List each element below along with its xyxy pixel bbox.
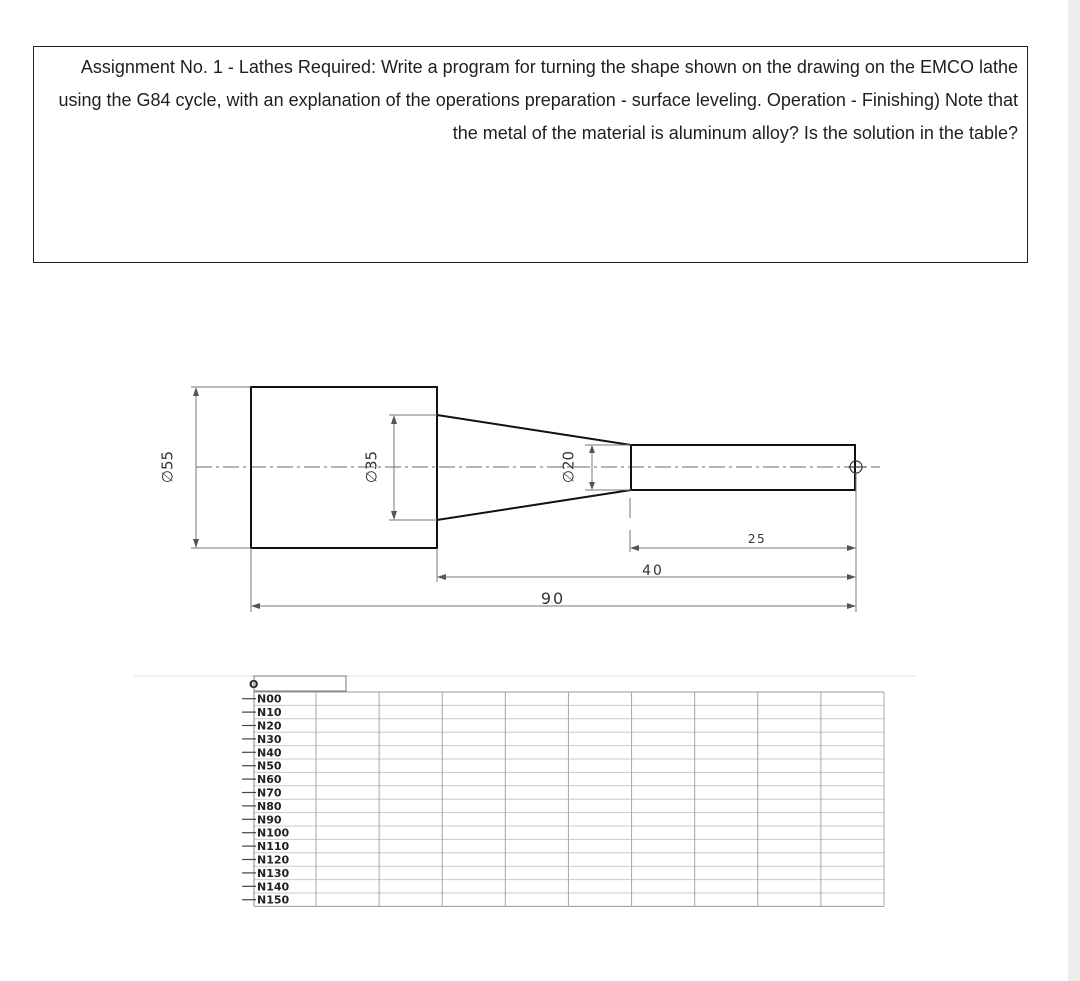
block-number: N30 [257,732,282,746]
dim-diameter-35-label: ∅35 [362,450,381,484]
block-number: N70 [257,786,282,800]
block-number: N140 [257,880,290,894]
dim-length-90 [251,589,856,609]
block-number: N80 [257,799,282,813]
block-number: N40 [257,746,282,760]
block-number: N50 [257,759,282,773]
table-grid [254,692,884,906]
block-number: N100 [257,826,290,840]
dim-length-25-label: 25 [747,532,767,546]
block-number: N00 [257,692,282,706]
block-number: N60 [257,773,282,787]
program-table [134,676,916,907]
question-text: Assignment No. 1 - Lathes Required: Write a program for turning the shape shown on the drawing on the EMCO lathe using the G84 cycle, with an explanation of the operations preparation - surface leveling. Operation - Finishing) Note that the metal of the material is aluminum alloy? Is the solution in the table? [58,57,1018,143]
block-number: N120 [257,853,290,867]
extension-lines [191,387,856,612]
dim-length-40-label: 40 [642,563,664,579]
block-number: N10 [257,706,282,720]
program-label: O [249,678,259,691]
block-number: N150 [257,893,290,907]
dim-diameter-55 [159,387,200,548]
block-number: N110 [257,840,290,854]
dim-length-40 [437,563,856,580]
dim-length-25 [630,532,856,551]
block-number: N90 [257,813,282,827]
block-number: N130 [257,866,290,880]
dim-diameter-55-label: ∅55 [158,450,177,484]
program-label-box [254,676,346,691]
block-number: N20 [257,719,282,733]
dim-diameter-20-label: ∅20 [559,450,578,484]
dim-length-90-label: 90 [540,589,566,608]
